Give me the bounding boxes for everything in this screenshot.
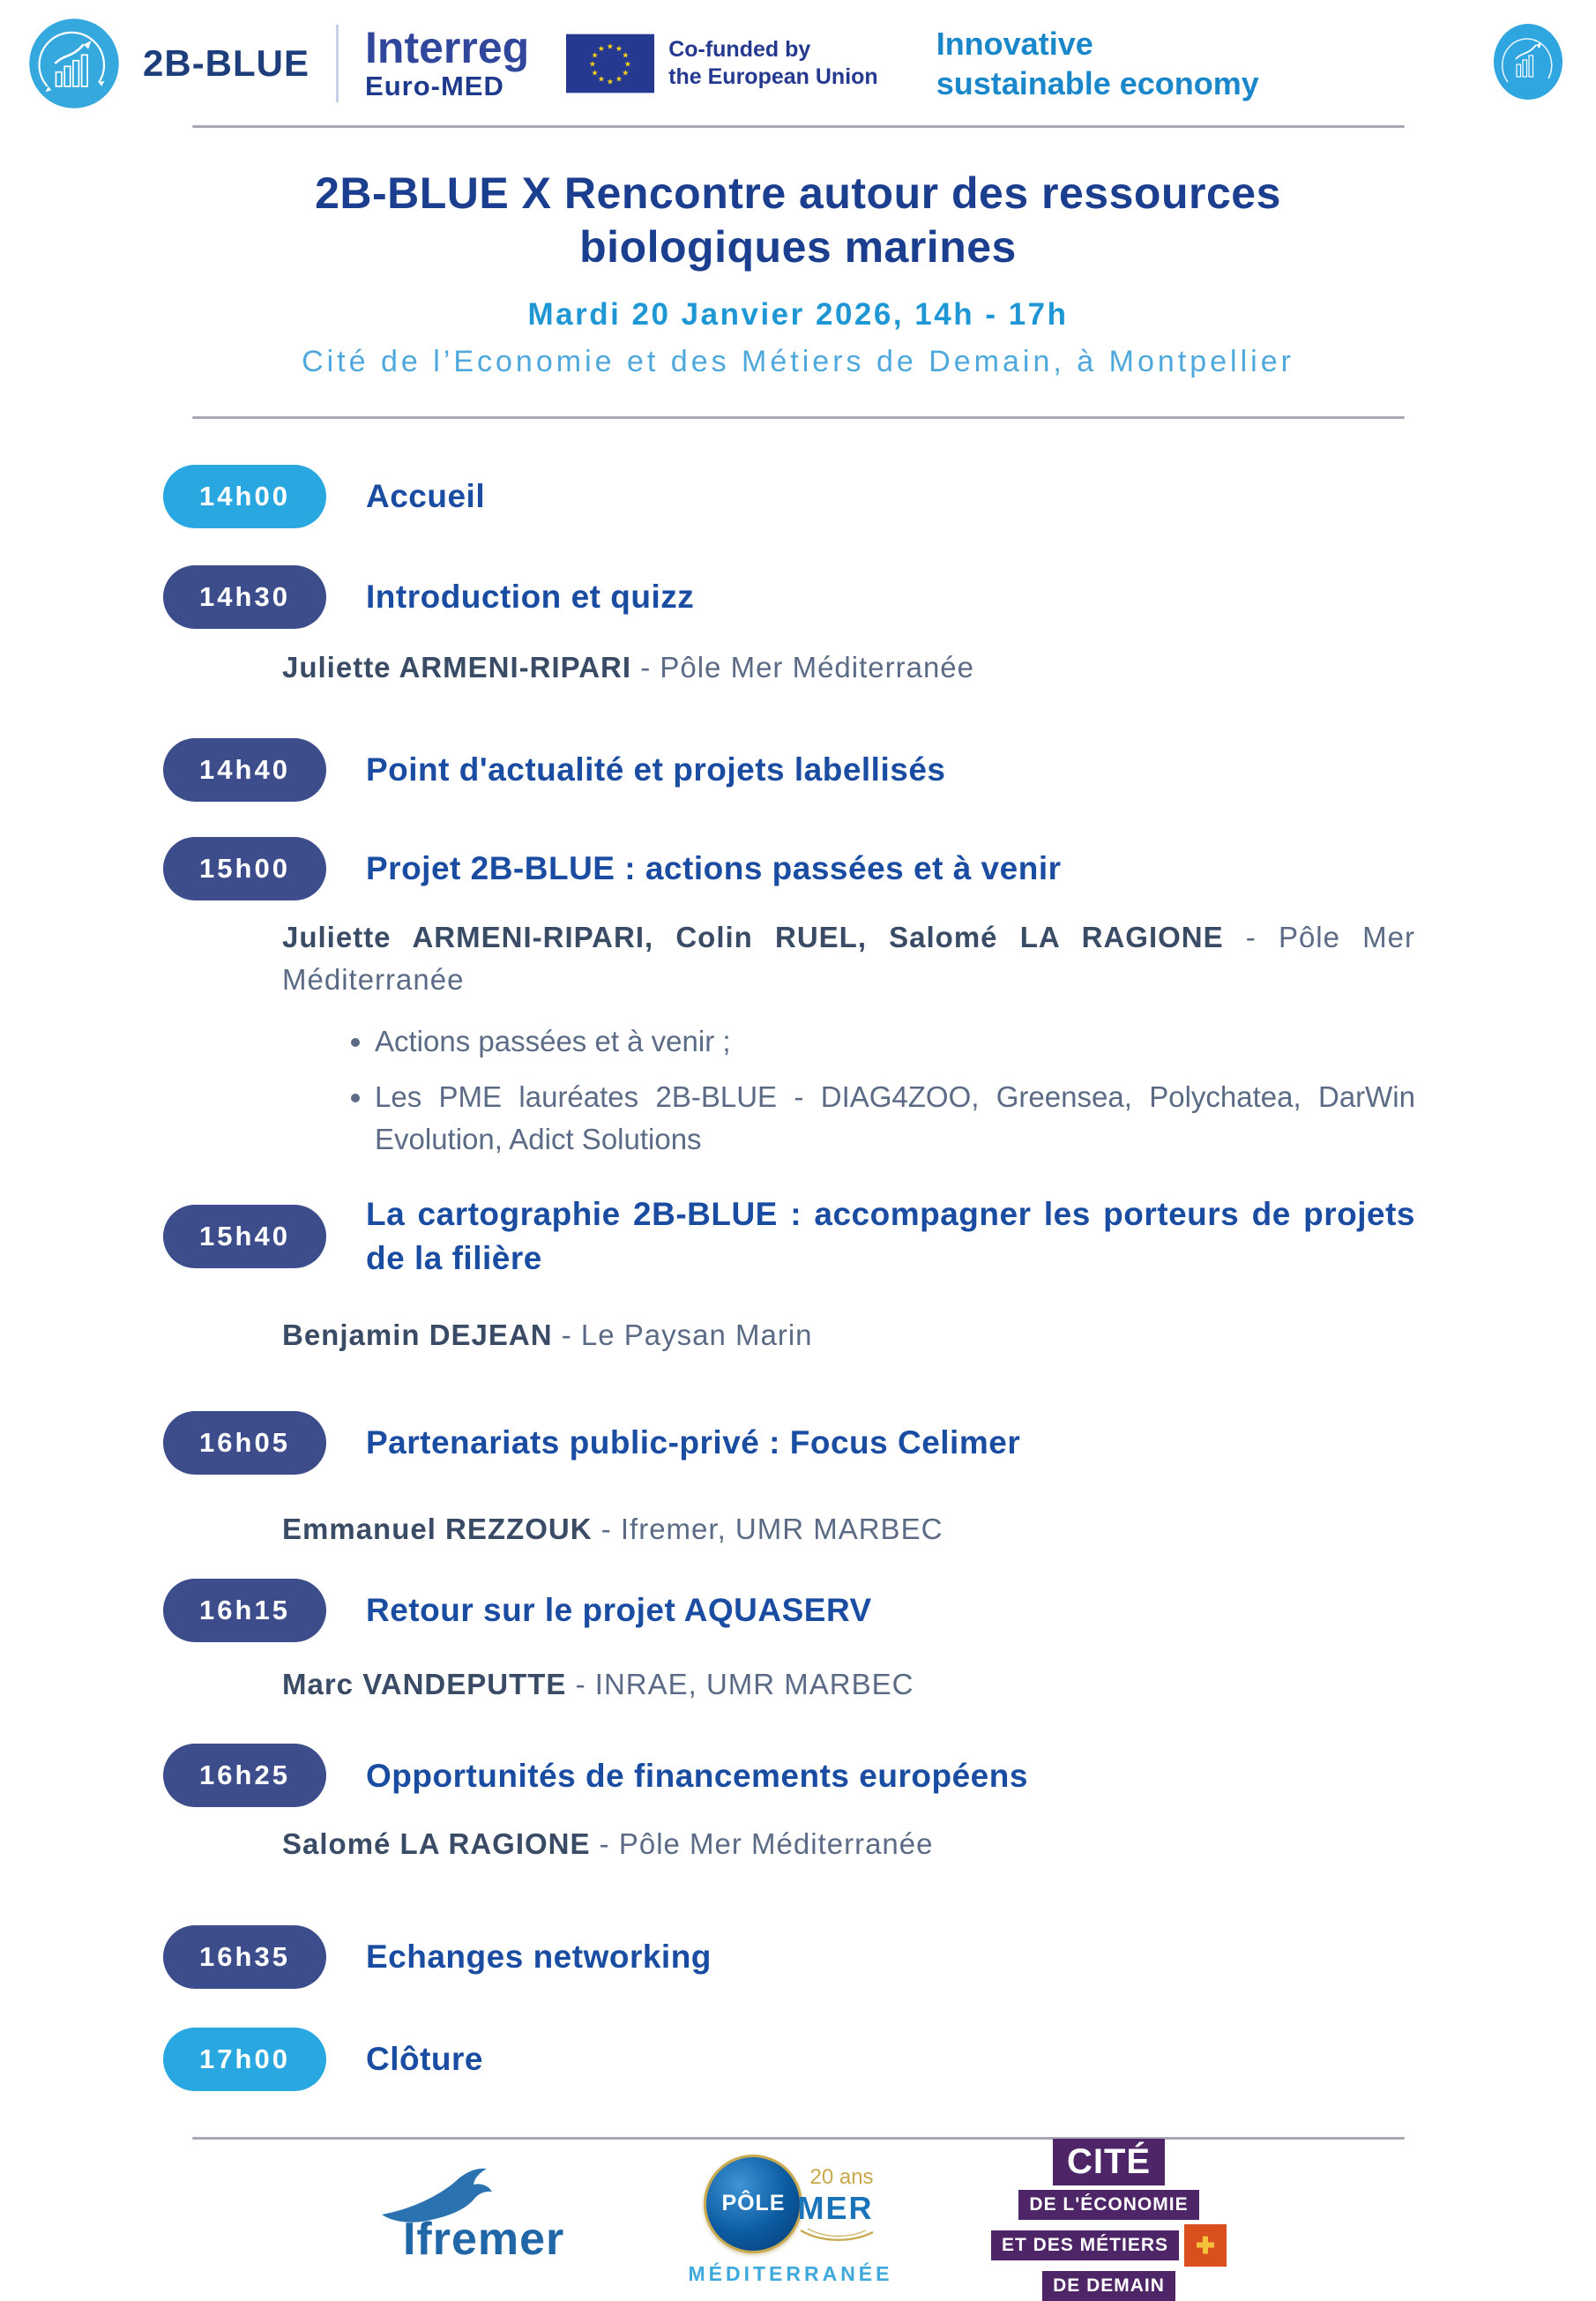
agenda xyxy=(0,465,1596,2091)
speaker-affiliation: - Pôle Mer Méditerranée xyxy=(282,920,1415,996)
svg-text:★: ★ xyxy=(591,50,599,60)
session-title: Partenariats public-privé : Focus Celimer xyxy=(366,1423,1021,1461)
svg-text:★: ★ xyxy=(615,44,623,53)
speaker-line xyxy=(282,1823,1415,1865)
speaker-name: Emmanuel REZZOUK xyxy=(282,1512,593,1545)
svg-text:★: ★ xyxy=(591,68,599,78)
economy-circle-icon xyxy=(1492,22,1564,101)
agenda-item-16h25 xyxy=(163,1744,1415,1807)
mer-label: MER xyxy=(797,2189,874,2226)
speaker-name: Benjamin DEJEAN xyxy=(282,1318,553,1351)
pole-mer-top xyxy=(704,2155,876,2253)
time-badge: 17h00 xyxy=(163,2028,326,2091)
header xyxy=(0,0,1596,104)
agenda-item-14h30 xyxy=(163,565,1415,629)
event-location: Cité de l’Economie et des Métiers de Demain, à Montpellier xyxy=(302,345,1294,378)
svg-text:★: ★ xyxy=(622,50,630,60)
pole-mer-right xyxy=(797,2165,876,2243)
session-title: Projet 2B-BLUE : actions passées et à venir xyxy=(366,849,1062,886)
speaker-affiliation: - INRAE, UMR MARBEC xyxy=(575,1667,914,1700)
cite-line4-block: DE DEMAIN xyxy=(1042,2271,1175,2301)
agenda-item-14h40 xyxy=(163,738,1415,802)
session-bullets xyxy=(339,1020,1415,1162)
svg-text:★: ★ xyxy=(622,68,630,78)
divider-title xyxy=(192,416,1405,419)
svg-text:★: ★ xyxy=(607,77,615,86)
session-title: La cartographie 2B-BLUE : accompagner les porteurs de projets de la filière xyxy=(366,1196,1415,1276)
agenda-item-14h00 xyxy=(163,465,1415,528)
session-title: Clôture xyxy=(366,2041,483,2078)
event-date: Mardi 20 Janvier 2026, 14h - 17h xyxy=(527,297,1069,332)
time-badge: 14h00 xyxy=(163,465,326,528)
session-title: Accueil xyxy=(366,478,486,515)
time-badge: 16h05 xyxy=(163,1411,326,1475)
speaker-affiliation: - Le Paysan Marin xyxy=(561,1318,813,1351)
eu-flag-icon xyxy=(566,34,654,93)
svg-text:★: ★ xyxy=(598,44,606,53)
time-badge: 16h35 xyxy=(163,1925,326,1989)
speaker-name: Salomé LA RAGIONE xyxy=(282,1827,591,1861)
session-title: Opportunités de financements européens xyxy=(366,1757,1028,1794)
svg-text:★: ★ xyxy=(589,59,597,69)
cite-row xyxy=(991,2224,1227,2267)
time-badge: 15h00 xyxy=(163,837,326,900)
interreg-logo xyxy=(365,22,530,102)
page-title: 2B-BLUE X Rencontre autour des ressources biologiques marines xyxy=(315,168,1281,272)
cite-title-block: CITÉ xyxy=(1053,2139,1165,2185)
session-title: Retour sur le projet AQUASERV xyxy=(366,1591,872,1628)
occitanie-cross-icon: ✚ xyxy=(1184,2224,1227,2267)
time-badge: 15h40 xyxy=(163,1205,326,1268)
speaker-line xyxy=(282,1508,1415,1550)
speaker-line xyxy=(282,1663,1415,1706)
pole-mer-logo xyxy=(674,2155,907,2286)
svg-text:★: ★ xyxy=(607,41,615,51)
agenda-item-15h40 xyxy=(163,1192,1415,1281)
time-badge: 14h30 xyxy=(163,565,326,629)
ifremer-logo xyxy=(369,2158,590,2282)
agenda-item-15h00 xyxy=(163,837,1415,900)
speaker-name: Marc VANDEPUTTE xyxy=(282,1667,567,1700)
cite-line3-block: ET DES MÉTIERS xyxy=(991,2230,1179,2260)
speaker-name: Juliette ARMENI-RIPARI, Colin RUEL, Salomé LA RAGIONE xyxy=(282,920,1224,953)
ifremer-wordmark: Ifremer xyxy=(402,2214,565,2266)
speaker-affiliation: - Pôle Mer Méditerranée xyxy=(640,651,975,684)
anniversary-badge: 20 ans xyxy=(809,2164,874,2189)
sustainable-economy-logo xyxy=(1492,22,1564,106)
eu-cofunded-logo xyxy=(566,34,878,93)
eu-cofunded-line2: the European Union xyxy=(668,64,878,89)
2b-blue-chart-circle-icon xyxy=(26,16,122,111)
footer-logos xyxy=(0,2142,1596,2297)
time-badge: 16h15 xyxy=(163,1579,326,1642)
bullet-item: • Actions passées et à venir ; xyxy=(375,1020,1415,1063)
interreg-wordmark: Interreg xyxy=(365,22,530,72)
speaker-affiliation: - Ifremer, UMR MARBEC xyxy=(600,1512,943,1545)
header-divider xyxy=(336,25,339,102)
cite-line2-block: DE L'ÉCONOMIE xyxy=(1018,2190,1198,2220)
bullet-item: • Les PME lauréates 2B-BLUE - DIAG4ZOO, Greensea, Polychatea, DarWin Evolution, Adict Solutions xyxy=(375,1076,1415,1161)
eu-cofunded-text xyxy=(668,36,878,92)
2b-blue-logo xyxy=(26,16,310,111)
tagline-line2: sustainable economy xyxy=(936,65,1259,101)
speaker-line xyxy=(282,646,1415,689)
agenda-item-16h35 xyxy=(163,1925,1415,1989)
agenda-item-16h15 xyxy=(163,1579,1415,1642)
speaker-name: Juliette ARMENI-RIPARI xyxy=(282,651,632,684)
pole-label: PÔLE xyxy=(721,2191,786,2216)
mediterranee-label: MÉDITERRANÉE xyxy=(688,2261,893,2285)
session-title: Introduction et quizz xyxy=(366,579,695,616)
svg-text:★: ★ xyxy=(624,59,632,69)
pole-mer-sphere-icon xyxy=(704,2155,802,2253)
divider-top xyxy=(192,125,1405,128)
speaker-affiliation: - Pôle Mer Méditerranée xyxy=(599,1827,934,1861)
interreg-program: Euro-MED xyxy=(365,70,504,101)
tagline xyxy=(936,24,1259,103)
svg-text:★: ★ xyxy=(598,74,606,84)
gold-arc-icon xyxy=(797,2227,876,2243)
tagline-line1: Innovative xyxy=(936,26,1093,62)
session-title: Echanges networking xyxy=(366,1939,712,1976)
session-title: Point d'actualité et projets labellisés xyxy=(366,751,946,788)
time-badge: 14h40 xyxy=(163,738,326,802)
cite-logo xyxy=(991,2139,1227,2301)
speaker-line xyxy=(282,916,1415,1001)
svg-text:★: ★ xyxy=(615,74,623,84)
agenda-item-16h05 xyxy=(163,1411,1415,1475)
agenda-item-17h00 xyxy=(163,2028,1415,2091)
eu-cofunded-line1: Co-funded by xyxy=(668,36,811,62)
brand-name: 2B-BLUE xyxy=(143,42,310,84)
title-block xyxy=(0,167,1596,379)
speaker-line xyxy=(282,1314,1415,1356)
time-badge: 16h25 xyxy=(163,1744,326,1807)
